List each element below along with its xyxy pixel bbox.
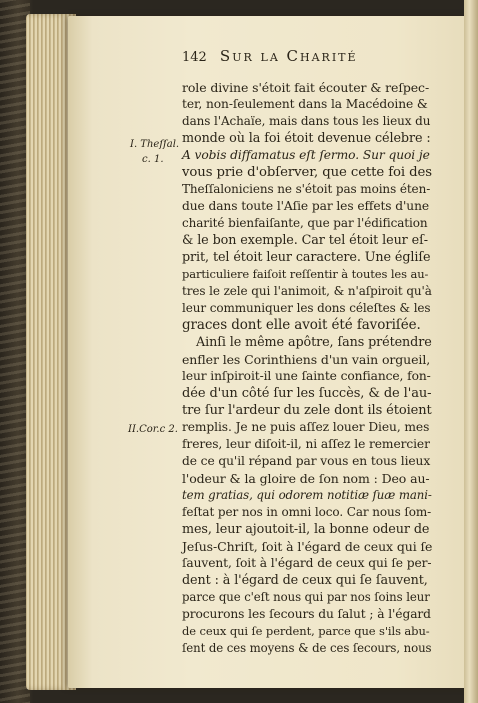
text-line: particuliere faiſoit reſſentir à toutes les au- (182, 267, 429, 281)
text-line: charité bienfaiſante, que par l'édification (182, 216, 428, 230)
text-line: A vobis diffamatus eſt ſermo. Sur quoi je (182, 148, 430, 162)
text-line: Ainſi le même apôtre, ſans prétendre (196, 335, 432, 350)
text-line: remplis. Je ne puis aſſez louer Dieu, mes (182, 420, 430, 434)
text-line: tem gratias, qui odorem notitiæ ſuæ mani- (182, 488, 432, 502)
text-line: dent : à l'égard de ceux qui ſe ſauvent, (182, 573, 428, 588)
text-line: de ce qu'il répand par vous en tous lieux (182, 454, 431, 468)
text-line: dans l'Achaïe, mais dans tous les lieux du (182, 114, 431, 128)
margin-note-thessalonians: I. Theſſal. (130, 139, 180, 150)
running-title: Sur la Charité (219, 47, 358, 65)
text-line: feſtat per nos in omni loco. Car nous ſom- (182, 505, 432, 519)
text-line: tre ſur l'ardeur du zele dont ils étoient (182, 403, 432, 418)
text-line: due dans toute l'Aſie par les effets d'une (182, 199, 430, 213)
text-line: tres le zele qui l'animoit, & n'aſpiroit qu'à (182, 284, 432, 298)
text-line: leur inſpiroit-il une ſainte confiance, fon- (182, 369, 431, 383)
text-line: Theſſaloniciens ne s'étoit pas moins éten- (182, 182, 431, 196)
text-line: Jeſus-Chriſt, ſoit à l'égard de ceux qui ſe (182, 539, 433, 554)
text-line: freres, leur diſoit-il, ni aſſez le remercier (182, 437, 430, 451)
text-line: graces dont elle avoit été favoriſée. (182, 317, 421, 333)
facing-page-edge (464, 0, 478, 703)
text-line: mes, leur ajoutoit-il, la bonne odeur de (182, 522, 430, 537)
margin-note-chapter: c. 1. (142, 154, 164, 165)
text-line: monde où la foi étoit devenue célebre : (182, 131, 431, 146)
text-line: vous prie d'obſerver, que cette foi des (182, 165, 432, 180)
text-line: procurons les ſecours du ſalut ; à l'égard (182, 607, 431, 621)
margin-note-corinthians: II.Cor.c 2. (128, 424, 178, 435)
text-line: prit, tel étoit leur caractere. Une égliſe (182, 250, 431, 265)
text-line: & le bon exemple. Car tel étoit leur eſ- (182, 233, 428, 248)
text-line: leur communiquer les dons céleſtes & les (182, 301, 431, 315)
text-line: dée d'un côté ſur les ſuccès, & de l'au- (182, 386, 432, 401)
page-number: 142 (182, 50, 207, 65)
text-line: de ceux qui ſe perdent, parce que s'ils abu- (182, 624, 430, 638)
text-line: ſent de ces moyens & de ces ſecours, nous (182, 641, 432, 655)
text-line: ſauvent, ſoit à l'égard de ceux qui ſe per- (182, 556, 432, 570)
text-line: l'odeur & la gloire de ſon nom : Deo au- (182, 471, 430, 486)
text-line: ter, non-ſeulement dans la Macédoine & (182, 97, 428, 111)
page-header (182, 46, 432, 65)
text-line: role divine s'étoit fait écouter & reſpec- (182, 80, 430, 95)
text-line: parce que c'eſt nous qui par nos ſoins leur (182, 590, 430, 604)
text-line: enfler les Corinthiens d'un vain orgueil, (182, 352, 431, 367)
